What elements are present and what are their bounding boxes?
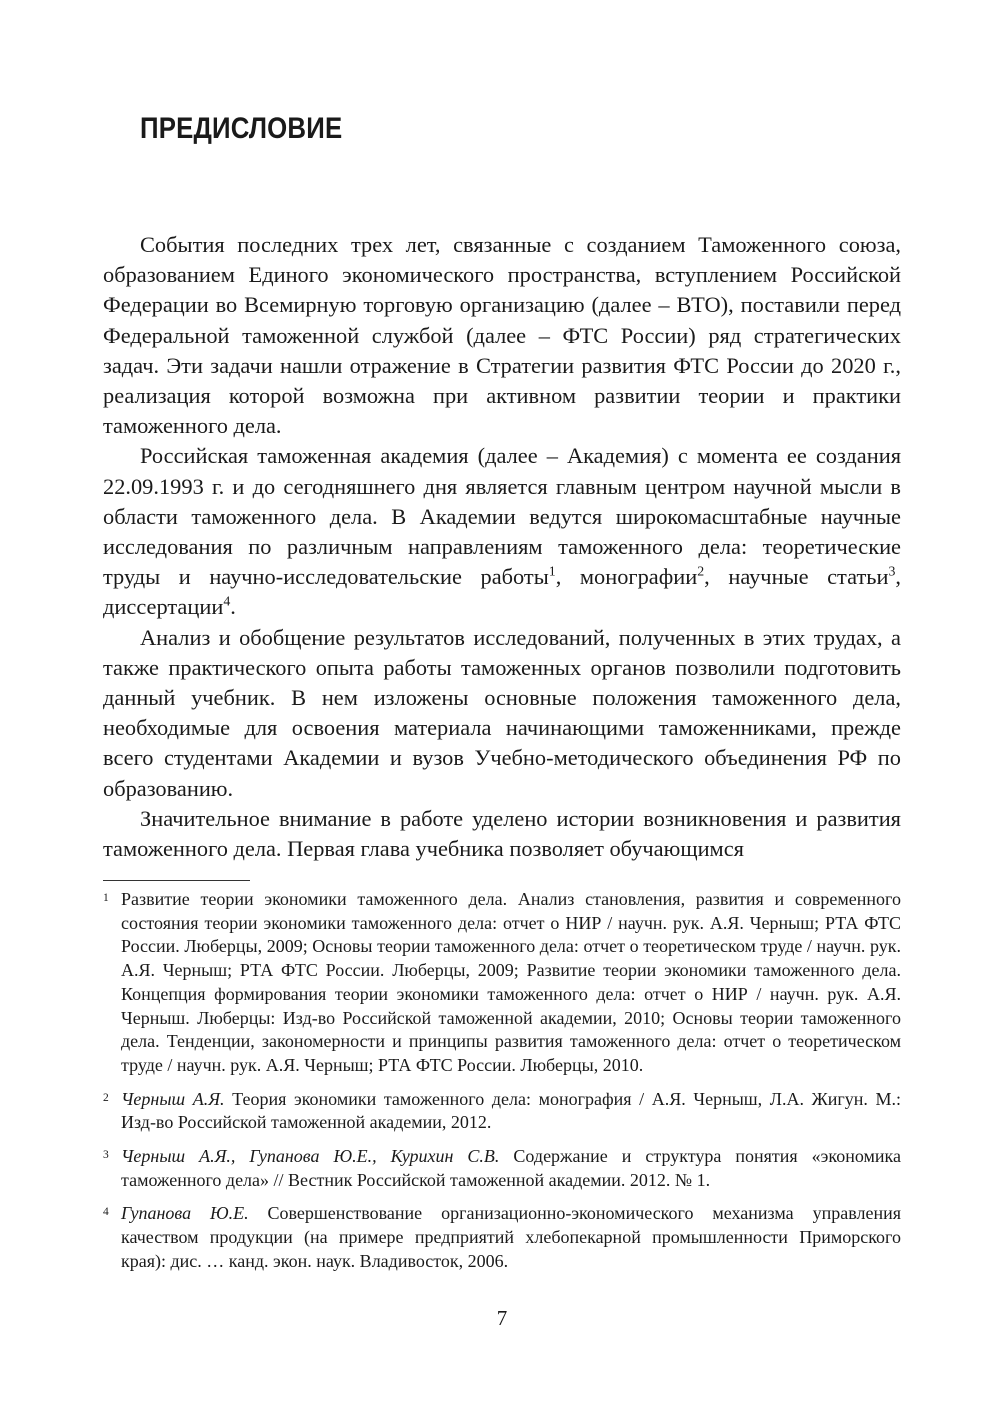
footnote-ref-1: 1 xyxy=(548,564,556,580)
paragraph-2-text-b: , монографии xyxy=(555,564,698,590)
footnote-1 xyxy=(103,888,901,1078)
page-number: 7 xyxy=(496,1306,508,1330)
footnote-2 xyxy=(103,1088,901,1135)
footnote-author: Гупанова Ю.Е. xyxy=(121,1203,249,1224)
paragraph-2-text-e: . xyxy=(230,594,236,620)
paragraph-4: Значительное внимание в работе уделено истории возникновения и развития таможенного дела. Первая глава учебника позволяет обучающимся xyxy=(103,805,901,862)
footnote-ref-2: 2 xyxy=(697,564,705,580)
footnote-ref-3: 3 xyxy=(888,564,896,580)
footnote-mark: 1 xyxy=(103,892,109,904)
paragraph-2-text-d: , диссертации xyxy=(103,564,901,620)
footnote-ref-4: 4 xyxy=(223,594,231,610)
paragraph-2-text-c: , научные статьи xyxy=(704,564,889,590)
paragraph-1: События последних трех лет, связанные с созданием Таможенного союза, образованием Единого экономического пространства, вступлением Российской Федерации во Всемирную торговую организацию (далее – ВТО), поставили перед Федеральной таможенной службой (далее – ФТС России) ряд стратегических задач. Эти задачи нашли отражение в Стратегии развития ФТС России до 2020 г., реализация которой возможна при активном развитии теории и практики таможенного дела. xyxy=(103,232,901,439)
footnote-3 xyxy=(103,1145,901,1192)
paragraph-2-text-a: Российская таможенная академия (далее – Академия) с момента ее создания 22.09.1993 г. и до сегодняшнего дня является главным центром научной мысли в области таможенного дела. В Академии ведутся широкомасштабные научные исследования по различным направлениям таможенного дела: теоретические труды и научно-исследовательские работы xyxy=(103,443,901,590)
footnote-author: Черныш А.Я., Гупанова Ю.Е., Курихин С.В. xyxy=(121,1146,500,1167)
page-title: ПРЕДИСЛОВИЕ xyxy=(140,112,343,145)
footnote-text: Теория экономики таможенного дела: монография / А.Я. Черныш, Л.А. Жигун. М.: Изд-во Российской таможенной академии, 2012. xyxy=(121,1088,901,1133)
footnote-separator xyxy=(103,880,250,881)
footnote-mark: 2 xyxy=(103,1091,109,1104)
footnote-mark: 4 xyxy=(103,1206,109,1219)
footnotes xyxy=(103,888,901,1284)
paragraph-2 xyxy=(103,441,901,622)
footnote-text: Развитие теории экономики таможенного дела. Анализ становления, развития и современного состояния теории экономики таможенного дела: отчет о НИР / научн. рук. А.Я. Черныш; РТА ФТС России. Люберцы, 2009; Основы теории таможенного дела: отчет о теоретическом труде / научн. рук. А.Я. Черныш; РТА ФТС России. Люберцы, 2009; Развитие теории экономики таможенного дела. Концепция формирования теории экономики таможенного дела: отчет о НИР / научн. рук. А.Я. Черныш. Люберцы: Изд-во Российской таможенной академии, 2010; Основы теории таможенного дела. Тенденции, закономерности и принципы развития таможенного дела: отчет о теоретическом труде / научн. рук. А.Я. Черныш; РТА ФТС России. Люберцы, 2010. xyxy=(121,889,901,1075)
paragraph-3: Анализ и обобщение результатов исследований, полученных в этих трудах, а также практического опыта работы таможенных органов позволили подготовить данный учебник. В нем изложены основные положения таможенного дела, необходимые для освоения материала начинающими таможенниками, прежде всего студентами Академии и вузов Учебно-методического объединения РФ по образованию. xyxy=(103,624,901,801)
footnote-text: Совершенствование организационно-экономического механизма управления качеством продукции (на примере предприятий хлебопекарной промышленности Приморского края): дис. … канд. экон. наук. Владивосток, 2006. xyxy=(121,1203,901,1271)
footnote-text: Содержание и структура понятия «экономика таможенного дела» // Вестник Российской таможенной академии. 2012. № 1. xyxy=(121,1146,901,1190)
main-text xyxy=(103,230,901,864)
footnote-4 xyxy=(103,1202,901,1273)
footnote-author: Черныш А.Я. xyxy=(121,1088,225,1109)
footnote-mark: 3 xyxy=(103,1149,109,1162)
